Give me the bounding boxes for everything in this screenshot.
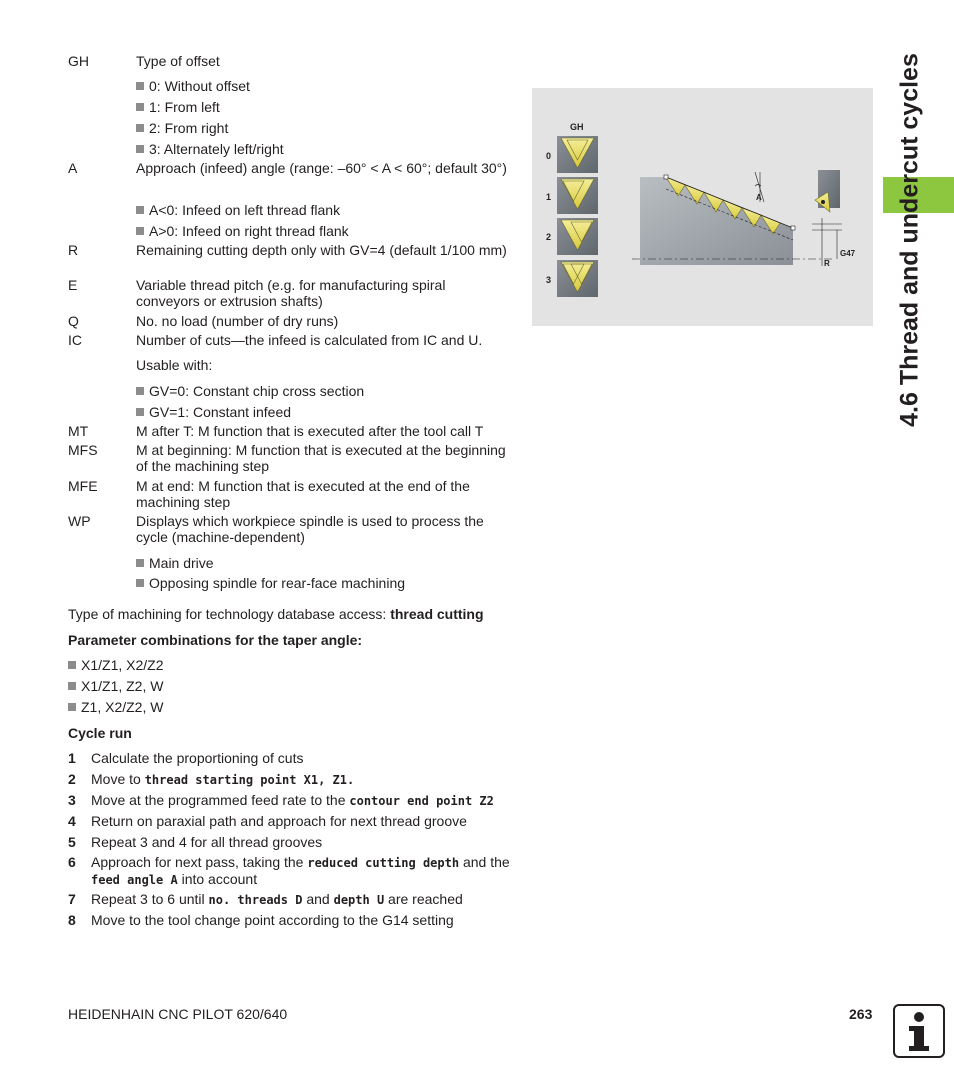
param-key: MFS	[68, 442, 98, 458]
gh-tile-2	[546, 218, 598, 255]
step-text-part: Move to	[91, 771, 145, 787]
param-desc: Variable thread pitch (e.g. for manufacturing spiral conveyors or extrusion shafts)	[136, 277, 446, 309]
step-code-term: depth U	[333, 893, 385, 907]
step-text-part: and	[302, 891, 334, 907]
cycle-step	[68, 834, 513, 850]
list-item: X1/Z1, Z2, W	[68, 678, 163, 694]
step-code-term: feed angle A	[91, 873, 178, 887]
param-key: GH	[68, 53, 89, 69]
list-item: 0: Without offset	[136, 78, 250, 94]
param-key: MT	[68, 423, 89, 439]
cycle-step	[68, 750, 513, 766]
bullet-square-icon	[136, 124, 144, 132]
param-key: R	[68, 242, 79, 258]
step-text	[91, 771, 511, 788]
step-number: 8	[68, 912, 76, 928]
list-item: Main drive	[136, 555, 214, 571]
step-text-part: and the	[459, 854, 510, 870]
step-text	[91, 792, 511, 809]
step-text-part: Repeat 3 and 4 for all thread grooves	[91, 834, 323, 850]
info-icon	[893, 1004, 945, 1058]
step-number: 3	[68, 792, 76, 808]
step-text	[91, 912, 511, 928]
step-code-term: no. threads D	[208, 893, 303, 907]
step-text-part: Move to the tool change point according to the G14 setting	[91, 912, 454, 928]
param-desc: Number of cuts—the infeed is calculated from IC and U.	[136, 332, 483, 348]
step-text-part: Calculate the proportioning of cuts	[91, 750, 304, 766]
gh-tile-3	[546, 260, 598, 297]
cycle-step	[68, 854, 513, 886]
param-desc: M after T: M function that is executed after the tool call T	[136, 423, 484, 439]
param-desc: Approach (infeed) angle (range: –60° < A < 60°; default 30°)	[136, 160, 507, 176]
bullet-square-icon	[136, 387, 144, 395]
param-key: Q	[68, 313, 79, 329]
cycle-step	[68, 813, 513, 829]
list-item: GV=1: Constant infeed	[136, 404, 291, 420]
label-g47: G47	[840, 249, 856, 258]
list-item: A<0: Infeed on left thread flank	[136, 202, 340, 218]
svg-text:0: 0	[546, 151, 552, 161]
param-desc: Type of offset	[136, 53, 220, 69]
param-desc: M at end: M function that is executed at the end of the machining step	[136, 478, 470, 510]
step-text	[91, 854, 511, 888]
label-r: R	[824, 259, 830, 268]
list-item: 2: From right	[136, 120, 228, 136]
bullet-square-icon	[136, 103, 144, 111]
step-number: 5	[68, 834, 76, 850]
bullet-square-icon	[136, 227, 144, 235]
list-item: A>0: Infeed on right thread flank	[136, 223, 349, 239]
param-desc: Remaining cutting depth only with GV=4 (default 1/100 mm)	[136, 242, 507, 258]
step-text-part: Return on paraxial path and approach for next thread groove	[91, 813, 467, 829]
param-key: E	[68, 277, 78, 293]
bullet-square-icon	[136, 145, 144, 153]
bullet-square-icon	[136, 408, 144, 416]
gh-tile-0	[546, 136, 598, 173]
info-glyph	[895, 1006, 943, 1056]
step-text-part: are reached	[384, 891, 463, 907]
side-title: 4.6 Thread and undercut cycles	[895, 53, 924, 427]
param-desc: Displays which workpiece spindle is used to process the cycle (machine-dependent)	[136, 513, 484, 545]
bullet-square-icon	[136, 559, 144, 567]
step-code-term: contour end point Z2	[349, 794, 494, 808]
param-key: IC	[68, 332, 82, 348]
step-code-term: reduced cutting depth	[307, 856, 460, 870]
cycle-heading: Cycle run	[68, 725, 132, 741]
list-item: X1/Z1, X2/Z2	[68, 657, 163, 673]
label-a: A	[756, 193, 762, 202]
step-text-part: Approach for next pass, taking the	[91, 854, 308, 870]
svg-text:2: 2	[546, 232, 552, 242]
step-number: 7	[68, 891, 76, 907]
step-text	[91, 891, 511, 908]
param-key: WP	[68, 513, 91, 529]
bullet-square-icon	[136, 82, 144, 90]
step-text	[91, 834, 511, 850]
step-number: 4	[68, 813, 76, 829]
step-number: 2	[68, 771, 76, 787]
list-item: Opposing spindle for rear-face machining	[136, 575, 405, 591]
gh-label: GH	[570, 122, 584, 132]
step-text	[91, 750, 511, 766]
bullet-square-icon	[136, 206, 144, 214]
param-desc: No. no load (number of dry runs)	[136, 313, 339, 329]
step-text-part: Move at the programmed feed rate to the	[91, 792, 350, 808]
cycle-step	[68, 771, 513, 787]
list-item: 1: From left	[136, 99, 220, 115]
step-number: 6	[68, 854, 76, 870]
svg-text:1: 1	[546, 192, 552, 202]
param-key: A	[68, 160, 78, 176]
step-text-part: into account	[177, 871, 258, 887]
list-item: 3: Alternately left/right	[136, 141, 284, 157]
bullet-square-icon	[68, 661, 76, 669]
param-extra-note: Usable with:	[136, 357, 213, 373]
param-desc: M at beginning: M function that is executed at the beginning of the machining step	[136, 442, 506, 474]
page-number: 263	[849, 1006, 873, 1022]
list-item: Z1, X2/Z2, W	[68, 699, 163, 715]
step-text-part: Repeat 3 to 6 until	[91, 891, 209, 907]
figure-drawing	[532, 88, 873, 326]
cycle-step	[68, 912, 513, 928]
step-code-term: thread starting point X1, Z1.	[144, 773, 355, 787]
cycle-step	[68, 792, 513, 808]
taper-heading: Parameter combinations for the taper angle:	[68, 632, 363, 648]
technology-line: Type of machining for technology database access: thread cutting	[68, 606, 484, 622]
list-item: GV=0: Constant chip cross section	[136, 383, 364, 399]
bullet-square-icon	[136, 579, 144, 587]
param-key: MFE	[68, 478, 98, 494]
bullet-square-icon	[68, 703, 76, 711]
gh-tile-1	[546, 177, 598, 214]
bullet-square-icon	[68, 682, 76, 690]
footer-product: HEIDENHAIN CNC PILOT 620/640	[68, 1006, 288, 1022]
thread-offset-figure	[532, 88, 873, 326]
step-text	[91, 813, 511, 829]
cycle-step	[68, 891, 513, 907]
svg-text:3: 3	[546, 275, 552, 285]
step-number: 1	[68, 750, 76, 766]
taper-thread-drawing	[632, 170, 856, 268]
